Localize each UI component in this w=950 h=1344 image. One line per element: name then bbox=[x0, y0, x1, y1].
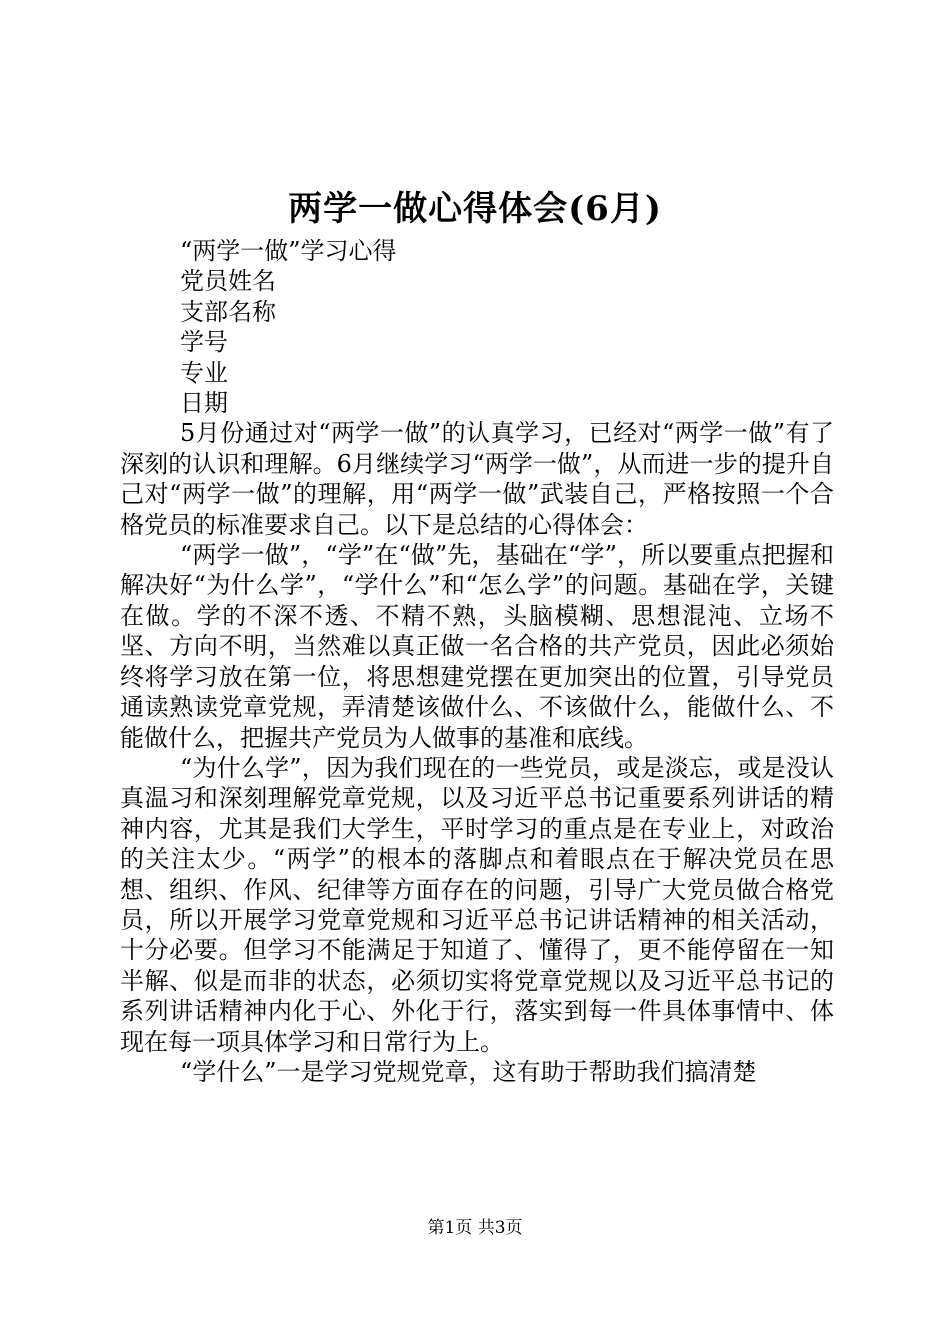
paragraph-learning-first: “两学一做”，“学”在“做”先，基础在“学”，所以要重点把握和解决好“为什么学”，“学什么”和“怎么学”的问题。基础在学，关键在做。学的不深不透、不精不熟，头脑模糊、思想混沌、立场不坚、方向不明，当然难以真正做一名合格的共产党员，因此必须始终将学习放在第一位，将思想建党摆在更加突出的位置，引导党员通读熟读党章党规，弄清楚该做什么、不该做什么，能做什么、不能做什么，把握共产党员为人做事的基准和底线。 bbox=[120, 541, 834, 752]
document-title: 两学一做心得体会(6月) bbox=[288, 189, 662, 229]
field-branch-name: 支部名称 bbox=[180, 297, 276, 326]
field-major: 专业 bbox=[180, 358, 228, 387]
paragraph-why-learn: “为什么学”，因为我们现在的一些党员，或是淡忘，或是没认真温习和深刻理解党章党规，以及习近平总书记重要系列讲话的精神内容，尤其是我们大学生，平时学习的重点是在专业上，对政治的关注太少。“两学”的根本的落脚点和着眼点在于解决党员在思想、组织、作风、纪律等方面存在的问题，引导广大党员做合格党员，所以开展学习党章党规和习近平总书记讲话精神的相关活动，十分必要。但学习不能满足于知道了、懂得了，更不能停留在一知半解、似是而非的状态，必须切实将党章党规以及习近平总书记的系列讲话精神内化于心、外化于行，落实到每一件具体事情中、体现在每一项具体学习和日常行为上。 bbox=[120, 753, 834, 1056]
field-student-id: 学号 bbox=[180, 328, 228, 357]
document-subtitle: “两学一做”学习心得 bbox=[180, 237, 397, 265]
document-body bbox=[120, 236, 834, 1087]
paragraph-intro: 5月份通过对“两学一做”的认真学习，已经对“两学一做”有了深刻的认识和理解。6月继续学习“两学一做”，从而进一步的提升自己对“两学一做”的理解，用“两学一做”武装自己，严格按照一个合格党员的标准要求自己。以下是总结的心得体会： bbox=[120, 419, 834, 539]
page-footer: 第1页 共3页 bbox=[427, 1218, 523, 1238]
field-date: 日期 bbox=[180, 389, 228, 418]
paragraph-what-to-learn: “学什么”一是学习党规党章，这有助于帮助我们搞清楚 bbox=[180, 1057, 757, 1086]
field-member-name: 党员姓名 bbox=[180, 267, 276, 296]
